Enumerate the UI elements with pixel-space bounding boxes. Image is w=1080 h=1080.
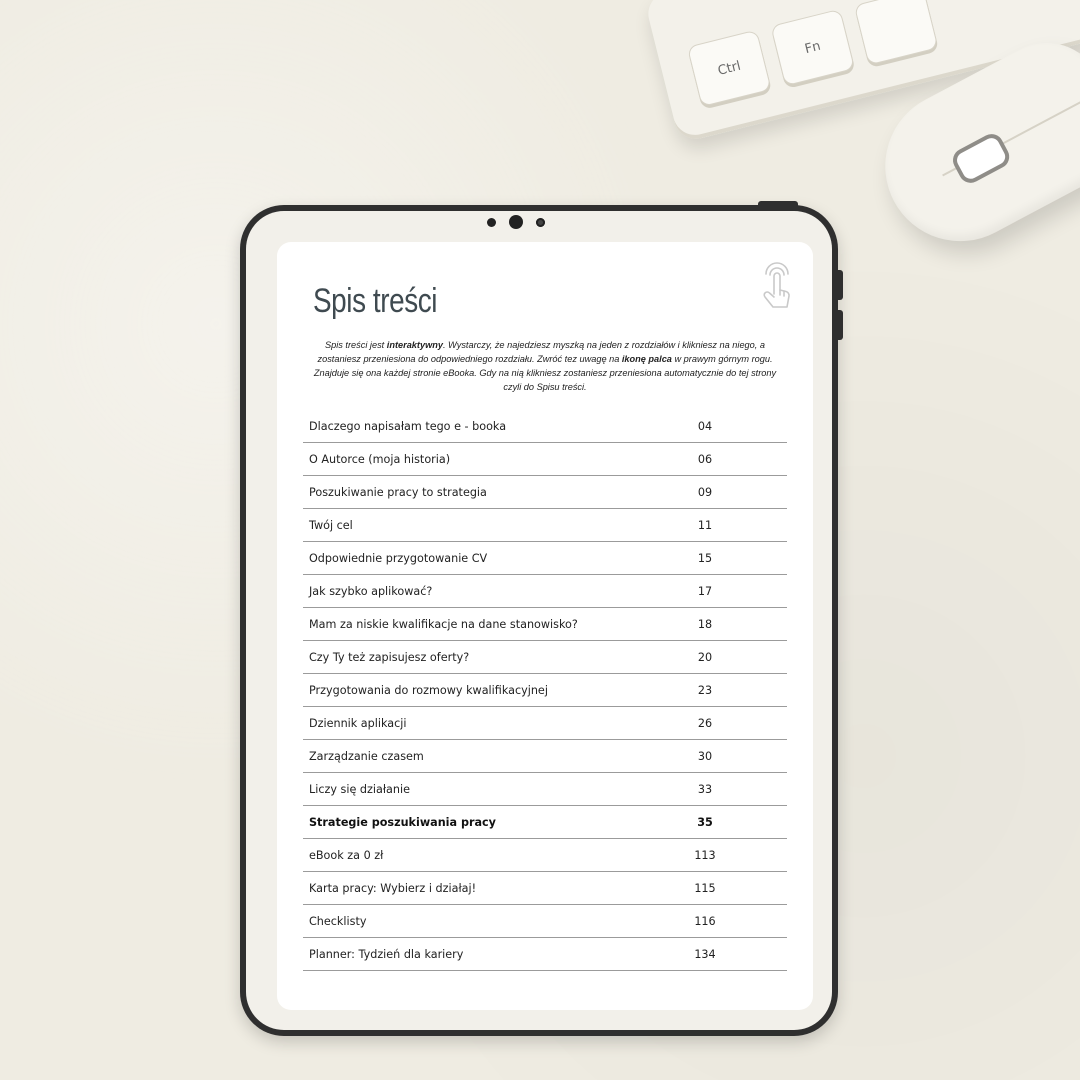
- toc-entry-title[interactable]: Dziennik aplikacji: [309, 716, 407, 730]
- intro-text: . Wystarczy, że najedziesz myszką na jeden z rozdziałów i klikniesz na niego, a zostaniesz przeniesiona do odpowiedniego rozdziału. Zwróć tez uwagę na: [317, 340, 765, 364]
- toc-entry-title[interactable]: Checklisty: [309, 914, 367, 928]
- toc-entry-page-number[interactable]: 04: [697, 419, 713, 433]
- toc-entry[interactable]: [303, 641, 787, 674]
- mouse-scroll-wheel: [949, 130, 1014, 187]
- intro-paragraph: [313, 338, 777, 394]
- toc-entry-page-number[interactable]: 23: [697, 683, 713, 697]
- table-of-contents: [303, 410, 787, 971]
- toc-entry-page-number[interactable]: 35: [697, 815, 713, 829]
- toc-entry-page-number[interactable]: 20: [697, 650, 713, 664]
- toc-entry-page-number[interactable]: 18: [697, 617, 713, 631]
- fn-key: Fn: [770, 9, 855, 87]
- sensor-dot: [487, 218, 496, 227]
- toc-entry-page-number[interactable]: 113: [694, 848, 716, 862]
- light-sensor: [536, 218, 545, 227]
- toc-entry[interactable]: [303, 773, 787, 806]
- intro-text: Spis treści jest: [325, 340, 387, 350]
- toc-entry-title[interactable]: Odpowiednie przygotowanie CV: [309, 551, 488, 565]
- toc-entry[interactable]: [303, 707, 787, 740]
- toc-entry-title[interactable]: O Autorce (moja historia): [309, 452, 451, 466]
- toc-entry[interactable]: [303, 806, 787, 839]
- intro-text: w prawym górnym rogu. Znajduje się ona każdej stronie eBooka. Gdy na nią klikniesz zostaniesz przeniesiona automatycznie do tej strony czyli do Spisu treści.: [313, 354, 777, 392]
- toc-entry[interactable]: [303, 476, 787, 509]
- toc-entry[interactable]: [303, 509, 787, 542]
- toc-entry[interactable]: [303, 542, 787, 575]
- ctrl-key: Ctrl: [687, 29, 772, 107]
- toc-entry-title[interactable]: Planner: Tydzień dla kariery: [309, 947, 464, 961]
- toc-entry-page-number[interactable]: 116: [694, 914, 716, 928]
- toc-entry-title[interactable]: Liczy się działanie: [309, 782, 410, 796]
- toc-entry[interactable]: [303, 410, 787, 443]
- intro-emphasis: interaktywny: [386, 340, 443, 350]
- toc-entry[interactable]: [303, 608, 787, 641]
- toc-entry[interactable]: [303, 872, 787, 905]
- toc-entry-title[interactable]: Dlaczego napisałam tego e - booka: [309, 419, 507, 433]
- ebook-page: [277, 242, 813, 1010]
- toc-entry-title[interactable]: Czy Ty też zapisujesz oferty?: [309, 650, 470, 664]
- pointing-finger-tap-icon[interactable]: [757, 260, 797, 316]
- front-camera: [509, 215, 523, 229]
- toc-entry-title[interactable]: Poszukiwanie pracy to strategia: [309, 485, 487, 499]
- page-title: Spis treści: [313, 282, 438, 320]
- toc-entry-page-number[interactable]: 134: [694, 947, 716, 961]
- toc-entry-page-number[interactable]: 26: [697, 716, 713, 730]
- toc-entry[interactable]: [303, 674, 787, 707]
- toc-entry[interactable]: [303, 740, 787, 773]
- toc-entry-page-number[interactable]: 15: [697, 551, 713, 565]
- toc-entry-page-number[interactable]: 33: [697, 782, 713, 796]
- toc-entry-page-number[interactable]: 115: [694, 881, 716, 895]
- toc-entry-title[interactable]: Zarządzanie czasem: [309, 749, 424, 763]
- toc-entry[interactable]: [303, 839, 787, 872]
- toc-entry-page-number[interactable]: 11: [697, 518, 713, 532]
- tablet-bezel: [246, 211, 832, 1030]
- toc-entry-title[interactable]: Jak szybko aplikować?: [309, 584, 433, 598]
- tablet-device: [240, 205, 838, 1036]
- toc-entry-title[interactable]: Karta pracy: Wybierz i działaj!: [309, 881, 477, 895]
- toc-entry-title[interactable]: Mam za niskie kwalifikacje na dane stanowisko?: [309, 617, 578, 631]
- toc-entry-title[interactable]: Twój cel: [309, 518, 353, 532]
- toc-entry[interactable]: [303, 905, 787, 938]
- toc-entry[interactable]: [303, 938, 787, 971]
- toc-entry-page-number[interactable]: 30: [697, 749, 713, 763]
- toc-entry-page-number[interactable]: 06: [697, 452, 713, 466]
- tablet-power-button: [758, 201, 798, 206]
- toc-entry[interactable]: [303, 443, 787, 476]
- toc-entry-title[interactable]: eBook za 0 zł: [309, 848, 384, 862]
- tablet-volume-up-button: [838, 270, 843, 300]
- toc-entry[interactable]: [303, 575, 787, 608]
- toc-entry-title[interactable]: Strategie poszukiwania pracy: [309, 815, 496, 829]
- keyboard-key: [854, 0, 939, 65]
- intro-emphasis: ikonę palca: [621, 354, 672, 364]
- tablet-volume-down-button: [838, 310, 843, 340]
- toc-entry-page-number[interactable]: 09: [697, 485, 713, 499]
- toc-entry-title[interactable]: Przygotowania do rozmowy kwalifikacyjnej: [309, 683, 548, 697]
- toc-entry-page-number[interactable]: 17: [697, 584, 713, 598]
